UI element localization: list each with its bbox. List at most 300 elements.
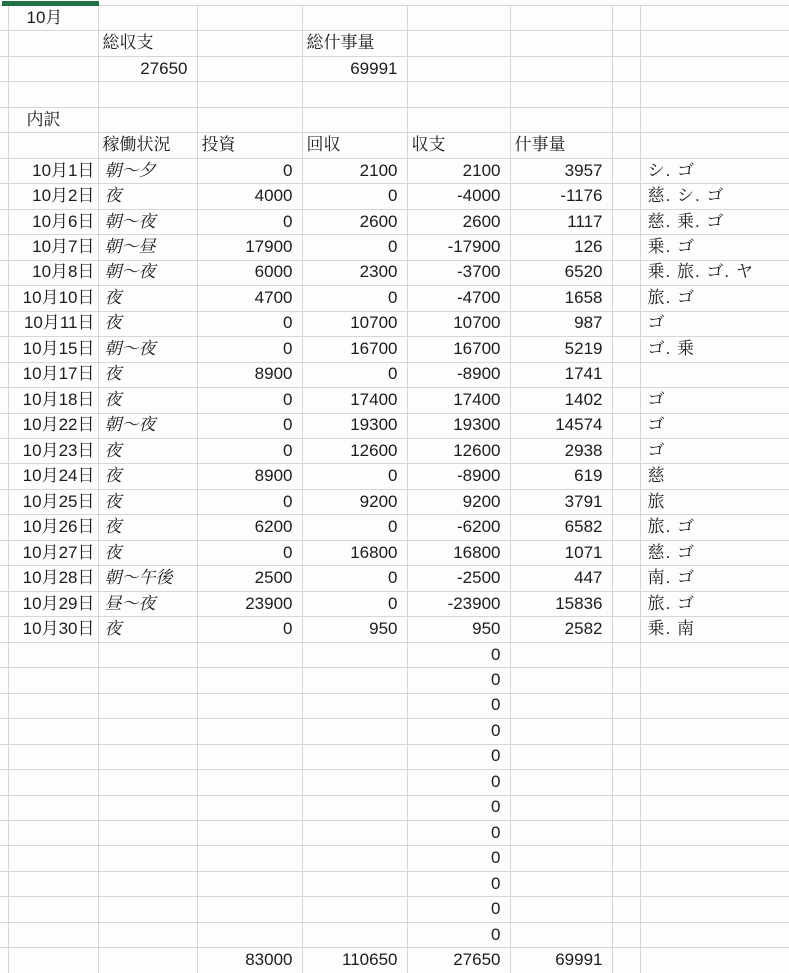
cell-investment[interactable]: 0 (197, 158, 302, 183)
cell-balance-zero[interactable]: 0 (407, 922, 510, 947)
cell-status[interactable]: 夜 (98, 489, 197, 514)
empty-cell (197, 6, 302, 31)
table-row (0, 82, 789, 107)
cell-status[interactable]: 朝～夜 (98, 209, 197, 234)
cell-date[interactable]: 10月27日 (8, 540, 98, 565)
cell-recovery[interactable]: 0 (302, 235, 407, 260)
empty-cell (98, 871, 197, 896)
table-row (0, 846, 789, 871)
cell-note[interactable]: 慈. ゴ (640, 540, 789, 565)
cell-date[interactable]: 10月30日 (8, 617, 98, 642)
empty-cell (612, 693, 640, 718)
empty-cell (197, 871, 302, 896)
empty-cell (0, 107, 8, 132)
table-row (0, 56, 789, 81)
cell-work[interactable]: 1117 (510, 209, 612, 234)
empty-cell (197, 719, 302, 744)
empty-cell (0, 540, 8, 565)
empty-cell (0, 311, 8, 336)
empty-cell (0, 158, 8, 183)
table-row (0, 515, 789, 540)
empty-cell (0, 871, 8, 896)
cell-status[interactable]: 朝～夜 (98, 260, 197, 285)
total-work-label[interactable]: 総什事量 (302, 31, 407, 56)
empty-cell (612, 311, 640, 336)
column-header-recovery[interactable]: 回収 (302, 133, 407, 158)
empty-cell (302, 744, 407, 769)
cell-date[interactable]: 10月6日 (8, 209, 98, 234)
cell-note[interactable]: 慈. シ. ゴ (640, 184, 789, 209)
table-row (0, 158, 789, 183)
cell-work[interactable]: 14574 (510, 413, 612, 438)
empty-cell (0, 235, 8, 260)
cell-work[interactable]: 1071 (510, 540, 612, 565)
empty-cell (8, 846, 98, 871)
cell-balance-zero[interactable]: 0 (407, 846, 510, 871)
cell-recovery[interactable]: 0 (302, 464, 407, 489)
empty-cell (0, 489, 8, 514)
cell-note[interactable]: 乗. ゴ (640, 235, 789, 260)
cell-balance-zero[interactable]: 0 (407, 668, 510, 693)
cell-investment[interactable]: 2500 (197, 566, 302, 591)
cell-balance[interactable]: 12600 (407, 438, 510, 463)
cell-balance-zero[interactable]: 0 (407, 770, 510, 795)
breakdown-label[interactable]: 内訳 (8, 107, 98, 132)
cell-work[interactable]: 2938 (510, 438, 612, 463)
cell-investment[interactable]: 8900 (197, 464, 302, 489)
empty-cell (612, 591, 640, 616)
cell-status[interactable]: 朝～昼 (98, 235, 197, 260)
cell-date[interactable]: 10月15日 (8, 337, 98, 362)
empty-cell (8, 770, 98, 795)
empty-cell (407, 56, 510, 81)
total-work[interactable]: 69991 (510, 948, 612, 973)
empty-cell (612, 540, 640, 565)
empty-cell (98, 948, 197, 973)
cell-balance-zero[interactable]: 0 (407, 693, 510, 718)
cell-note[interactable]: 旅. ゴ (640, 591, 789, 616)
cell-status[interactable]: 夜 (98, 388, 197, 413)
empty-cell (8, 668, 98, 693)
table-row (0, 464, 789, 489)
empty-cell (0, 82, 8, 107)
cell-date[interactable]: 10月24日 (8, 464, 98, 489)
cell-work[interactable]: 15836 (510, 591, 612, 616)
cell-investment[interactable]: 0 (197, 438, 302, 463)
cell-investment[interactable]: 0 (197, 413, 302, 438)
cell-note[interactable]: ゴ (640, 388, 789, 413)
empty-cell (0, 744, 8, 769)
cell-investment[interactable]: 6000 (197, 260, 302, 285)
cell-balance-zero[interactable]: 0 (407, 642, 510, 667)
cell-recovery[interactable]: 0 (302, 184, 407, 209)
cell-date[interactable]: 10月29日 (8, 591, 98, 616)
empty-cell (98, 693, 197, 718)
empty-cell (8, 795, 98, 820)
empty-cell (612, 235, 640, 260)
column-header-status[interactable]: 稼働状況 (98, 133, 197, 158)
empty-cell (197, 821, 302, 846)
cell-recovery[interactable]: 16800 (302, 540, 407, 565)
cell-balance[interactable]: -23900 (407, 591, 510, 616)
empty-cell (98, 6, 197, 31)
empty-cell (612, 362, 640, 387)
empty-cell (640, 795, 789, 820)
empty-cell (640, 31, 789, 56)
cell-work[interactable]: 1741 (510, 362, 612, 387)
total-balance-value[interactable]: 27650 (98, 56, 197, 81)
empty-cell (510, 770, 612, 795)
empty-cell (0, 184, 8, 209)
cell-balance[interactable]: 16800 (407, 540, 510, 565)
table-row (0, 133, 789, 158)
empty-cell (612, 617, 640, 642)
cell-date[interactable]: 10月7日 (8, 235, 98, 260)
cell-date[interactable]: 10月26日 (8, 515, 98, 540)
cell-note[interactable]: 慈. 乗. ゴ (640, 209, 789, 234)
empty-cell (640, 871, 789, 896)
cell-note[interactable]: ゴ (640, 311, 789, 336)
cell-date[interactable]: 10月1日 (8, 158, 98, 183)
cell-investment[interactable]: 0 (197, 209, 302, 234)
table-row (0, 388, 789, 413)
table-row (0, 413, 789, 438)
cell-work[interactable]: 987 (510, 311, 612, 336)
cell-work[interactable]: 447 (510, 566, 612, 591)
empty-cell (197, 922, 302, 947)
empty-cell (8, 922, 98, 947)
table-row (0, 821, 789, 846)
cell-status[interactable]: 夜 (98, 464, 197, 489)
empty-cell (98, 846, 197, 871)
empty-cell (510, 719, 612, 744)
cell-balance[interactable]: 16700 (407, 337, 510, 362)
empty-cell (0, 642, 8, 667)
cell-status[interactable]: 夜 (98, 617, 197, 642)
cell-recovery[interactable]: 0 (302, 566, 407, 591)
table-row (0, 642, 789, 667)
empty-cell (197, 668, 302, 693)
empty-cell (197, 897, 302, 922)
empty-cell (197, 107, 302, 132)
empty-cell (612, 337, 640, 362)
cell-recovery[interactable]: 16700 (302, 337, 407, 362)
selected-cell-top-border (2, 1, 99, 6)
empty-cell (98, 668, 197, 693)
empty-cell (510, 6, 612, 31)
table-row (0, 668, 789, 693)
cell-note[interactable]: 乗. 旅. ゴ. ヤ (640, 260, 789, 285)
cell-recovery[interactable]: 2300 (302, 260, 407, 285)
cell-balance[interactable]: -17900 (407, 235, 510, 260)
table-row (0, 184, 789, 209)
cell-balance[interactable]: -4700 (407, 286, 510, 311)
empty-cell (0, 438, 8, 463)
cell-date[interactable]: 10月22日 (8, 413, 98, 438)
empty-cell (640, 846, 789, 871)
month-title[interactable]: 10月 (8, 6, 98, 31)
empty-cell (98, 821, 197, 846)
cell-work[interactable]: 1402 (510, 388, 612, 413)
cell-balance[interactable]: -2500 (407, 566, 510, 591)
table-row (0, 744, 789, 769)
cell-investment[interactable]: 0 (197, 540, 302, 565)
cell-investment[interactable]: 6200 (197, 515, 302, 540)
sheet-grid (0, 5, 789, 973)
empty-cell (197, 846, 302, 871)
cell-investment[interactable]: 0 (197, 388, 302, 413)
empty-cell (302, 795, 407, 820)
cell-balance-zero[interactable]: 0 (407, 795, 510, 820)
cell-note[interactable]: 南. ゴ (640, 566, 789, 591)
empty-cell (98, 897, 197, 922)
table-row (0, 922, 789, 947)
cell-work[interactable]: 126 (510, 235, 612, 260)
empty-cell (197, 31, 302, 56)
empty-cell (8, 719, 98, 744)
cell-work[interactable]: 619 (510, 464, 612, 489)
empty-cell (8, 821, 98, 846)
cell-recovery[interactable]: 0 (302, 591, 407, 616)
cell-balance[interactable]: 2100 (407, 158, 510, 183)
empty-cell (0, 515, 8, 540)
empty-cell (302, 821, 407, 846)
empty-cell (0, 388, 8, 413)
cell-recovery[interactable]: 12600 (302, 438, 407, 463)
column-header-work[interactable]: 什事量 (510, 133, 612, 158)
cell-work[interactable]: 6582 (510, 515, 612, 540)
empty-cell (8, 56, 98, 81)
empty-cell (612, 846, 640, 871)
cell-date[interactable]: 10月18日 (8, 388, 98, 413)
empty-cell (612, 948, 640, 973)
empty-cell (640, 719, 789, 744)
cell-balance[interactable]: -4000 (407, 184, 510, 209)
cell-recovery[interactable]: 0 (302, 515, 407, 540)
empty-cell (612, 388, 640, 413)
cell-date[interactable]: 10月28日 (8, 566, 98, 591)
cell-note[interactable]: 旅. ゴ (640, 286, 789, 311)
empty-cell (612, 6, 640, 31)
empty-cell (612, 566, 640, 591)
empty-cell (640, 744, 789, 769)
empty-cell (98, 744, 197, 769)
empty-cell (612, 770, 640, 795)
cell-note[interactable]: 乗. 南 (640, 617, 789, 642)
cell-note[interactable] (640, 362, 789, 387)
empty-cell (612, 209, 640, 234)
empty-cell (640, 897, 789, 922)
cell-status[interactable]: 朝～夜 (98, 337, 197, 362)
empty-cell (640, 56, 789, 81)
empty-cell (197, 642, 302, 667)
cell-balance-zero[interactable]: 0 (407, 871, 510, 896)
empty-cell (510, 744, 612, 769)
empty-cell (612, 642, 640, 667)
empty-cell (640, 82, 789, 107)
empty-cell (510, 82, 612, 107)
empty-cell (0, 31, 8, 56)
cell-note[interactable]: 旅. ゴ (640, 515, 789, 540)
cell-investment[interactable]: 0 (197, 617, 302, 642)
table-row (0, 235, 789, 260)
cell-date[interactable]: 10月23日 (8, 438, 98, 463)
cell-investment[interactable]: 23900 (197, 591, 302, 616)
empty-cell (510, 693, 612, 718)
cell-note[interactable]: 慈 (640, 464, 789, 489)
cell-balance[interactable]: 950 (407, 617, 510, 642)
empty-cell (8, 642, 98, 667)
total-work-value[interactable]: 69991 (302, 56, 407, 81)
total-recovery[interactable]: 110650 (302, 948, 407, 973)
cell-status[interactable]: 夜 (98, 540, 197, 565)
empty-cell (8, 744, 98, 769)
empty-cell (8, 133, 98, 158)
cell-balance-zero[interactable]: 0 (407, 897, 510, 922)
table-row (0, 795, 789, 820)
empty-cell (0, 770, 8, 795)
empty-cell (197, 693, 302, 718)
cell-status[interactable]: 朝～夕 (98, 158, 197, 183)
cell-status[interactable]: 夜 (98, 515, 197, 540)
cell-status[interactable]: 夜 (98, 311, 197, 336)
cell-status[interactable]: 夜 (98, 438, 197, 463)
empty-cell (0, 286, 8, 311)
empty-cell (510, 31, 612, 56)
table-row (0, 209, 789, 234)
empty-cell (640, 922, 789, 947)
empty-cell (8, 31, 98, 56)
cell-recovery[interactable]: 2100 (302, 158, 407, 183)
cell-work[interactable]: 5219 (510, 337, 612, 362)
cell-note[interactable]: ゴ (640, 413, 789, 438)
cell-balance[interactable]: -3700 (407, 260, 510, 285)
cell-recovery[interactable]: 10700 (302, 311, 407, 336)
cell-work[interactable]: 3957 (510, 158, 612, 183)
cell-recovery[interactable]: 9200 (302, 489, 407, 514)
cell-balance-zero[interactable]: 0 (407, 744, 510, 769)
total-investment[interactable]: 83000 (197, 948, 302, 973)
cell-balance[interactable]: 2600 (407, 209, 510, 234)
cell-date[interactable]: 10月25日 (8, 489, 98, 514)
cell-investment[interactable]: 0 (197, 489, 302, 514)
cell-investment[interactable]: 17900 (197, 235, 302, 260)
cell-note[interactable]: シ. ゴ (640, 158, 789, 183)
table-row (0, 6, 789, 31)
cell-balance-zero[interactable]: 0 (407, 719, 510, 744)
cell-work[interactable]: 6520 (510, 260, 612, 285)
empty-cell (8, 82, 98, 107)
cell-balance[interactable]: 19300 (407, 413, 510, 438)
cell-work[interactable]: 2582 (510, 617, 612, 642)
cell-date[interactable]: 10月11日 (8, 311, 98, 336)
cell-investment[interactable]: 0 (197, 337, 302, 362)
cell-work[interactable]: 1658 (510, 286, 612, 311)
empty-cell (612, 719, 640, 744)
empty-cell (612, 260, 640, 285)
cell-recovery[interactable]: 0 (302, 362, 407, 387)
empty-cell (0, 693, 8, 718)
cell-balance[interactable]: 17400 (407, 388, 510, 413)
cell-investment[interactable]: 4700 (197, 286, 302, 311)
empty-cell (640, 668, 789, 693)
cell-status[interactable]: 昼～夜 (98, 591, 197, 616)
cell-date[interactable]: 10月2日 (8, 184, 98, 209)
empty-cell (302, 846, 407, 871)
cell-date[interactable]: 10月8日 (8, 260, 98, 285)
table-row (0, 897, 789, 922)
empty-cell (98, 922, 197, 947)
empty-cell (510, 821, 612, 846)
cell-recovery[interactable]: 0 (302, 286, 407, 311)
cell-status[interactable]: 夜 (98, 184, 197, 209)
cell-balance[interactable]: 9200 (407, 489, 510, 514)
empty-cell (510, 846, 612, 871)
cell-balance[interactable]: -8900 (407, 464, 510, 489)
column-header-balance[interactable]: 収支 (407, 133, 510, 158)
empty-cell (0, 6, 8, 31)
cell-recovery[interactable]: 2600 (302, 209, 407, 234)
cell-balance[interactable]: -8900 (407, 362, 510, 387)
cell-status[interactable]: 夜 (98, 286, 197, 311)
empty-cell (302, 82, 407, 107)
empty-cell (98, 719, 197, 744)
empty-cell (612, 515, 640, 540)
empty-cell (640, 693, 789, 718)
column-header-investment[interactable]: 投資 (197, 133, 302, 158)
cell-recovery[interactable]: 17400 (302, 388, 407, 413)
cell-work[interactable]: -1176 (510, 184, 612, 209)
cell-date[interactable]: 10月10日 (8, 286, 98, 311)
cell-recovery[interactable]: 19300 (302, 413, 407, 438)
cell-status[interactable]: 夜 (98, 362, 197, 387)
empty-cell (302, 6, 407, 31)
empty-cell (0, 846, 8, 871)
cell-investment[interactable]: 0 (197, 311, 302, 336)
cell-balance[interactable]: 10700 (407, 311, 510, 336)
table-row (0, 871, 789, 896)
cell-date[interactable]: 10月17日 (8, 362, 98, 387)
cell-balance[interactable]: -6200 (407, 515, 510, 540)
empty-cell (612, 107, 640, 132)
total-balance-label[interactable]: 総収支 (98, 31, 197, 56)
cell-investment[interactable]: 8900 (197, 362, 302, 387)
empty-cell (640, 770, 789, 795)
total-balance[interactable]: 27650 (407, 948, 510, 973)
empty-cell (0, 260, 8, 285)
cell-investment[interactable]: 4000 (197, 184, 302, 209)
cell-work[interactable]: 3791 (510, 489, 612, 514)
empty-cell (612, 82, 640, 107)
cell-note[interactable]: ゴ (640, 438, 789, 463)
cell-recovery[interactable]: 950 (302, 617, 407, 642)
cell-balance-zero[interactable]: 0 (407, 821, 510, 846)
table-row (0, 362, 789, 387)
cell-note[interactable]: 旅 (640, 489, 789, 514)
table-row (0, 591, 789, 616)
cell-note[interactable]: ゴ. 乗 (640, 337, 789, 362)
empty-cell (0, 922, 8, 947)
empty-cell (407, 107, 510, 132)
empty-cell (612, 184, 640, 209)
empty-cell (0, 337, 8, 362)
empty-cell (612, 413, 640, 438)
cell-status[interactable]: 朝～夜 (98, 413, 197, 438)
empty-cell (302, 642, 407, 667)
cell-status[interactable]: 朝～午後 (98, 566, 197, 591)
empty-cell (407, 82, 510, 107)
empty-cell (510, 642, 612, 667)
